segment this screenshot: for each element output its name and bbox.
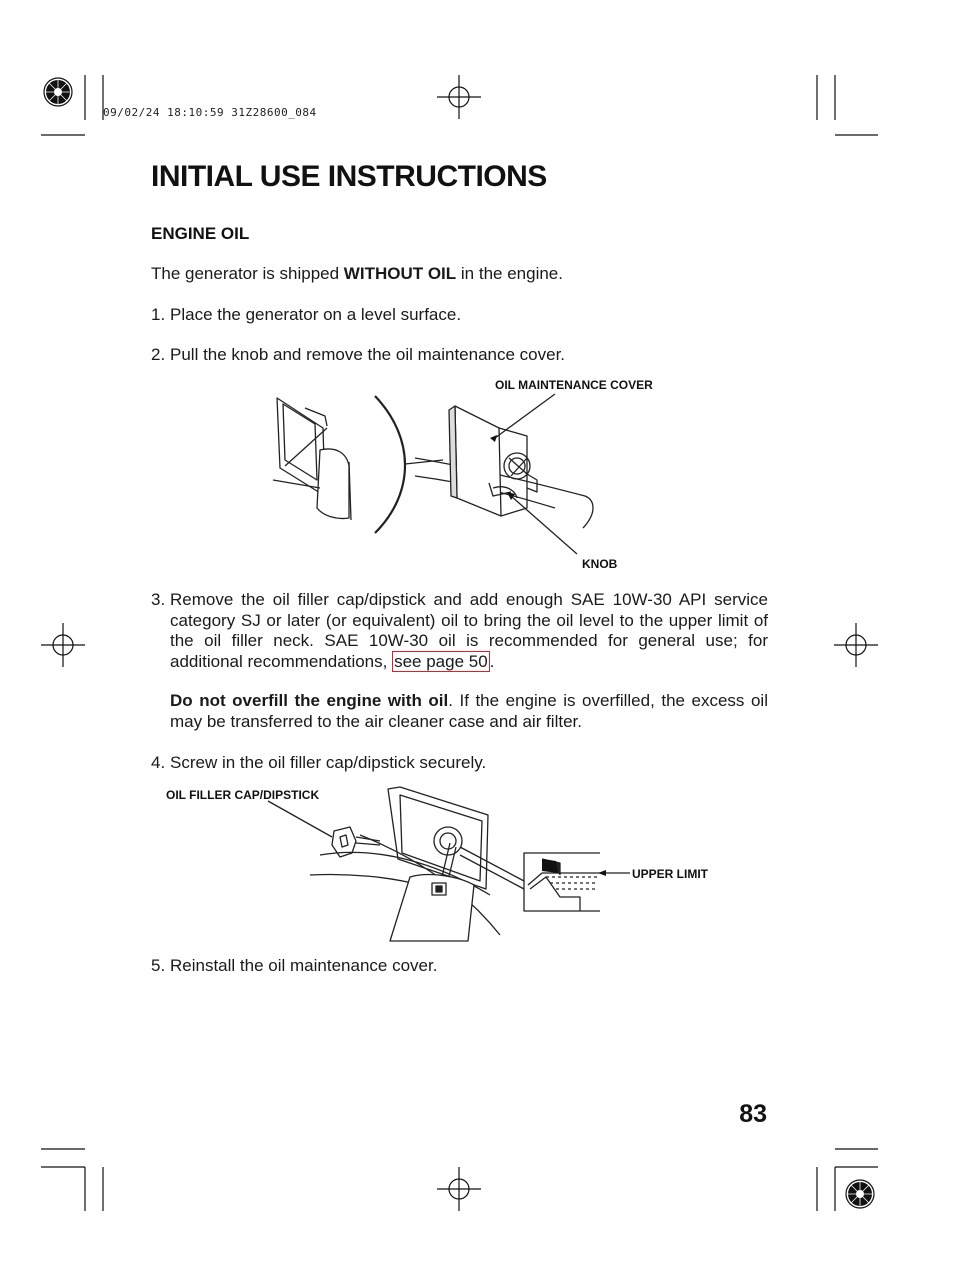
- oil-cover-illustration: [265, 388, 610, 560]
- step-2: [151, 345, 768, 366]
- step-number: 2.: [151, 345, 166, 364]
- step-number: 4.: [151, 753, 166, 772]
- step-text: Reinstall the oil maintenance cover.: [170, 956, 438, 975]
- page-title: INITIAL USE INSTRUCTIONS: [151, 160, 547, 193]
- step-text: [170, 590, 768, 672]
- intro-paragraph: [151, 264, 768, 285]
- step-5: [151, 956, 768, 977]
- oil-filler-illustration: [260, 785, 630, 947]
- warning-text: [170, 691, 768, 732]
- step-text: Pull the knob and remove the oil maintenance cover.: [170, 345, 566, 364]
- overfill-warning: [151, 691, 768, 732]
- step-4: [151, 753, 768, 774]
- step-3: [151, 590, 768, 672]
- oil-filler-cap-label: OIL FILLER CAP/DIPSTICK: [166, 788, 320, 802]
- step-1: [151, 305, 768, 326]
- intro-text-after: in the engine.: [456, 264, 563, 283]
- warning-body: . If the engine is overfilled, the excess oil may be transferred to the air cleaner case and air filter.: [170, 691, 768, 731]
- see-page-link[interactable]: see page 50: [394, 651, 488, 671]
- step-number: 1.: [151, 305, 166, 324]
- step-3-after: .: [489, 651, 495, 671]
- intro-text-before: The generator is shipped: [151, 264, 344, 283]
- knob-label: KNOB: [582, 557, 618, 571]
- step-3-text: Remove the oil filler cap/dipstick and add enough SAE 10W-30 API service category SJ or later (or equivalent) oil to bring the oil level to the upper limit of the oil filler neck. SAE 10W-30 oil is recommended for general use; for additional recommendations,: [170, 590, 768, 671]
- section-title: ENGINE OIL: [151, 224, 250, 243]
- step-number: 5.: [151, 956, 166, 975]
- warning-emphasis: Do not overfill the engine with oil: [170, 691, 449, 710]
- upper-limit-label: UPPER LIMIT: [632, 867, 709, 881]
- intro-emphasis: WITHOUT OIL: [343, 264, 457, 283]
- oil-maintenance-cover-label: OIL MAINTENANCE COVER: [495, 378, 653, 392]
- page-number: 83: [739, 1100, 767, 1128]
- step-text: Place the generator on a level surface.: [170, 305, 462, 324]
- step-text: Screw in the oil filler cap/dipstick securely.: [170, 753, 487, 772]
- step-number: 3.: [151, 590, 166, 609]
- print-timestamp: 09/02/24 18:10:59 31Z28600_084: [103, 106, 317, 119]
